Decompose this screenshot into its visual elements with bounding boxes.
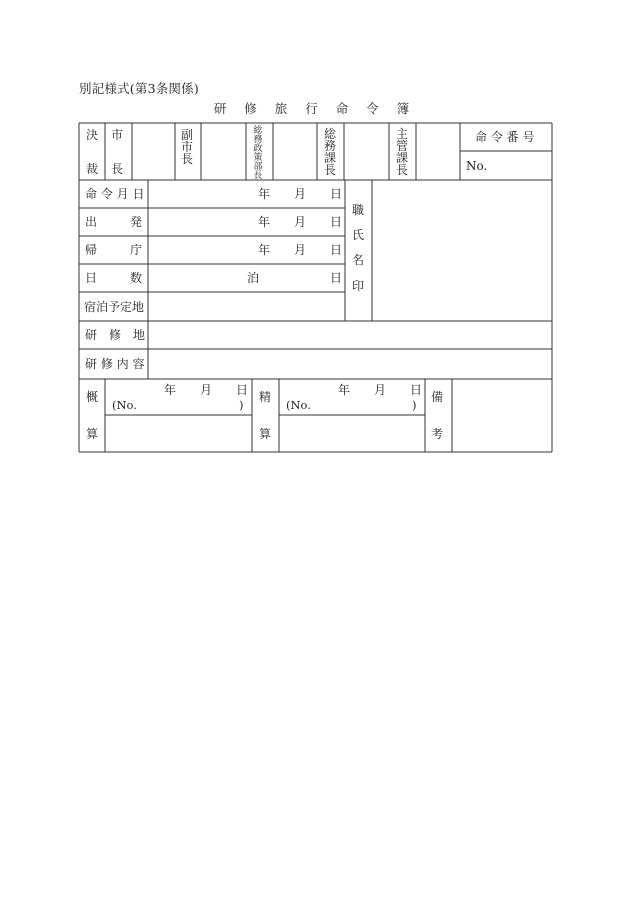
general-affairs-director-label: 総 務 政 策 部 長 bbox=[253, 126, 263, 181]
form-title: 研 修 旅 行 命 令 簿 bbox=[213, 101, 417, 116]
final-settlement-year: 年 bbox=[338, 383, 351, 397]
final-settlement-month: 月 bbox=[374, 383, 387, 397]
estimate-no-close: ) bbox=[239, 398, 244, 412]
days-label-2: 数 bbox=[130, 271, 143, 285]
training-content-label: 研 修 内 容 bbox=[85, 357, 145, 371]
mayor-label-bottom: 長 bbox=[111, 162, 124, 176]
departure-label-2: 発 bbox=[130, 215, 143, 229]
days-label-1: 日 bbox=[85, 271, 98, 285]
departure-label-1: 出 bbox=[85, 215, 98, 229]
lodging-label: 宿泊予定地 bbox=[84, 300, 145, 314]
final-settlement-no-open: (No. bbox=[286, 398, 311, 412]
departure-day: 日 bbox=[330, 215, 343, 229]
final-settlement-label-bottom: 算 bbox=[259, 427, 272, 441]
order-date-year: 年 bbox=[258, 187, 271, 201]
estimate-label-bottom: 算 bbox=[86, 427, 99, 441]
return-day: 日 bbox=[330, 243, 343, 257]
kessai-label-bottom: 裁 bbox=[86, 162, 99, 176]
mayor-label-top: 市 bbox=[111, 128, 124, 142]
estimate-no-open: (No. bbox=[112, 398, 137, 412]
days-haku: 泊 bbox=[247, 271, 260, 285]
order-date-label: 命 令 月 日 bbox=[85, 187, 145, 201]
estimate-month: 月 bbox=[200, 383, 213, 397]
order-number-no: No. bbox=[466, 159, 488, 173]
general-affairs-chief-label: 総 務 課 長 bbox=[323, 127, 336, 177]
estimate-day: 日 bbox=[236, 383, 249, 397]
order-number-label: 命 令 番 号 bbox=[475, 130, 535, 144]
final-settlement-no-close: ) bbox=[412, 398, 417, 412]
vice-mayor-label: 副 市 長 bbox=[180, 128, 193, 166]
training-place-label: 研 修 地 bbox=[85, 328, 146, 342]
return-label-2: 庁 bbox=[130, 243, 143, 257]
departure-month: 月 bbox=[294, 215, 307, 229]
return-year: 年 bbox=[258, 243, 271, 257]
days-nichi: 日 bbox=[330, 271, 343, 285]
remarks-label-top: 備 bbox=[431, 390, 444, 404]
departure-year: 年 bbox=[258, 215, 271, 229]
kessai-label-top: 決 bbox=[86, 128, 99, 142]
return-month: 月 bbox=[294, 243, 307, 257]
estimate-label-top: 概 bbox=[86, 390, 99, 404]
form-note: 別記様式(第3条関係) bbox=[79, 81, 199, 96]
order-date-month: 月 bbox=[294, 187, 307, 201]
order-date-day: 日 bbox=[330, 187, 343, 201]
final-settlement-day: 日 bbox=[410, 383, 423, 397]
official-name-seal-label: 職 氏 名 印 bbox=[351, 203, 364, 293]
department-chief-label: 主 管 課 長 bbox=[395, 127, 408, 177]
estimate-year: 年 bbox=[164, 383, 177, 397]
final-settlement-label-top: 精 bbox=[259, 390, 272, 404]
remarks-label-bottom: 考 bbox=[431, 427, 444, 441]
return-label-1: 帰 bbox=[85, 243, 98, 257]
